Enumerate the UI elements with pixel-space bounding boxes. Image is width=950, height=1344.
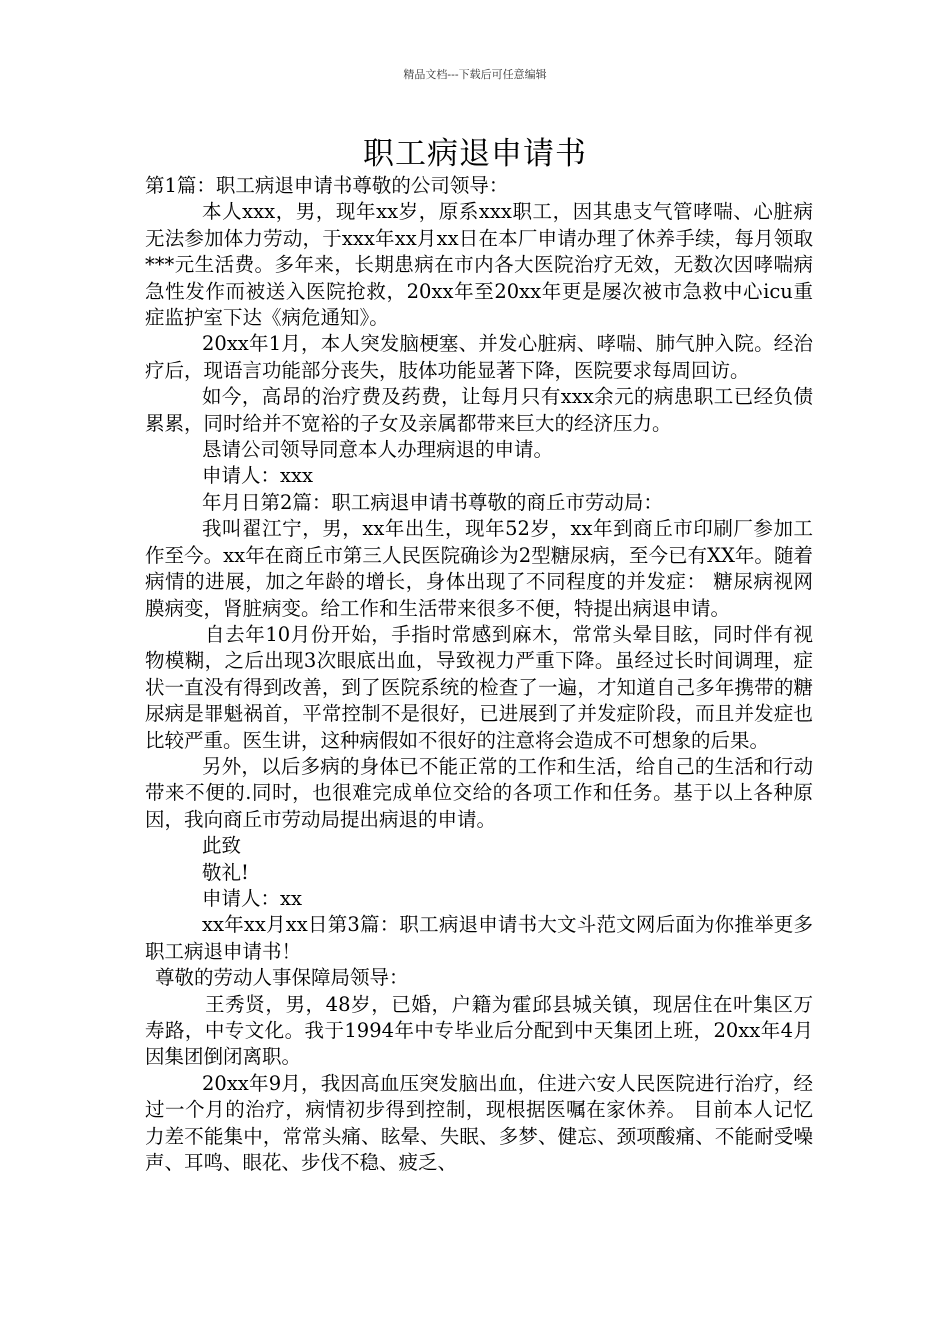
signature-line: 申请人：xxx <box>202 464 313 488</box>
paragraph: 王秀贤，男，48岁，已婚，户籍为霍邱县城关镇，现居住在叶集区万寿路，中专文化。我于1994年中专毕业后分配到中天集团上班，20xx年4月因集团倒闭离职。 <box>145 992 813 1069</box>
paragraph: 20xx年1月，本人突发脑梗塞、并发心脏病、哮喘、肺气肿入院。经治疗后，现语言功能部分丧失，肢体功能显著下降，医院要求每周回访。 <box>145 332 813 382</box>
paragraph: 恳请公司领导同意本人办理病退的申请。 <box>202 438 554 462</box>
paragraph: 自去年10月份开始，手指时常感到麻木，常常头晕目眩，同时伴有视物模糊，之后出现3次眼底出血，导致视力严重下降。虽经过长时间调理，症状一直没有得到改善，到了医院系统的检查了一遍，才知道自己多年携带的糖尿病是罪魁祸首，平常控制不是很好，已进展到了并发症阶段，而且并发症也比较严重。医生讲，这种病假如不很好的注意将会造成不可想象的后果。 <box>145 622 813 752</box>
closing-line: 此致 <box>202 834 242 858</box>
paragraph: 第1篇：职工病退申请书尊敬的公司领导： <box>145 174 509 197</box>
paragraph: 本人xxx，男，现年xx岁，原系xxx职工，因其患支气管哮喘、心脏病无法参加体力劳动，于xxx年xx月xx日在本厂申请办理了休养手续，每月领取***元生活费。多年来，长期患病在市内各大医院治疗无效，无数次因哮喘病急性发作而被送入医院抢救，20xx年至20xx年更是屡次被市急救中心icu重症监护室下达《病危通知》。 <box>145 200 813 330</box>
paragraph: 20xx年9月，我因高血压突发脑出血，住进六安人民医院进行治疗，经过一个月的治疗，病情初步得到控制，现根据医嘱在家休养。 目前本人记忆力差不能集中，常常头痛、眩晕、失眠、多梦、健忘、颈项酸痛、不能耐受噪声、耳鸣、眼花、步伐不稳、疲乏、 <box>145 1071 813 1175</box>
document-body <box>145 173 813 1176</box>
paragraph: 另外，以后多病的身体已不能正常的工作和生活，给自己的生活和行动带来不便的.同时，也很难完成单位交给的各项工作和任务。基于以上各种原因，我向商丘市劳动局提出病退的申请。 <box>145 754 813 831</box>
paragraph: 年月日第2篇：职工病退申请书尊敬的商丘市劳动局： <box>202 490 663 514</box>
closing-line: 敬礼! <box>202 860 249 884</box>
signature-line: 申请人：xx <box>202 886 302 910</box>
paragraph: 如今，高昂的治疗费及药费，让每月只有xxx余元的病患职工已经负债累累，同时给并不宽裕的子女及亲属都带来巨大的经济压力。 <box>145 385 813 435</box>
paragraph: 我叫翟江宁，男，xx年出生，现年52岁，xx年到商丘市印刷厂参加工作至今。xx年在商丘市第三人民医院确诊为2型糖尿病，至今已有XX年。随着病情的进展，加之年龄的增长，身体出现了不同程度的并发症： 糖尿病视网膜病变，肾脏病变。给工作和生活带来很多不便，特提出病退申请。 <box>145 517 813 620</box>
paragraph: xx年xx月xx日第3篇：职工病退申请书大文斗范文网后面为你推举更多职工病退申请书！ <box>145 913 813 963</box>
document-title: 职工病退申请书 <box>363 136 587 172</box>
salutation: 尊敬的劳动人事保障局领导： <box>155 966 409 990</box>
header-note: 精品文档---下载后可任意编辑 <box>403 68 547 81</box>
